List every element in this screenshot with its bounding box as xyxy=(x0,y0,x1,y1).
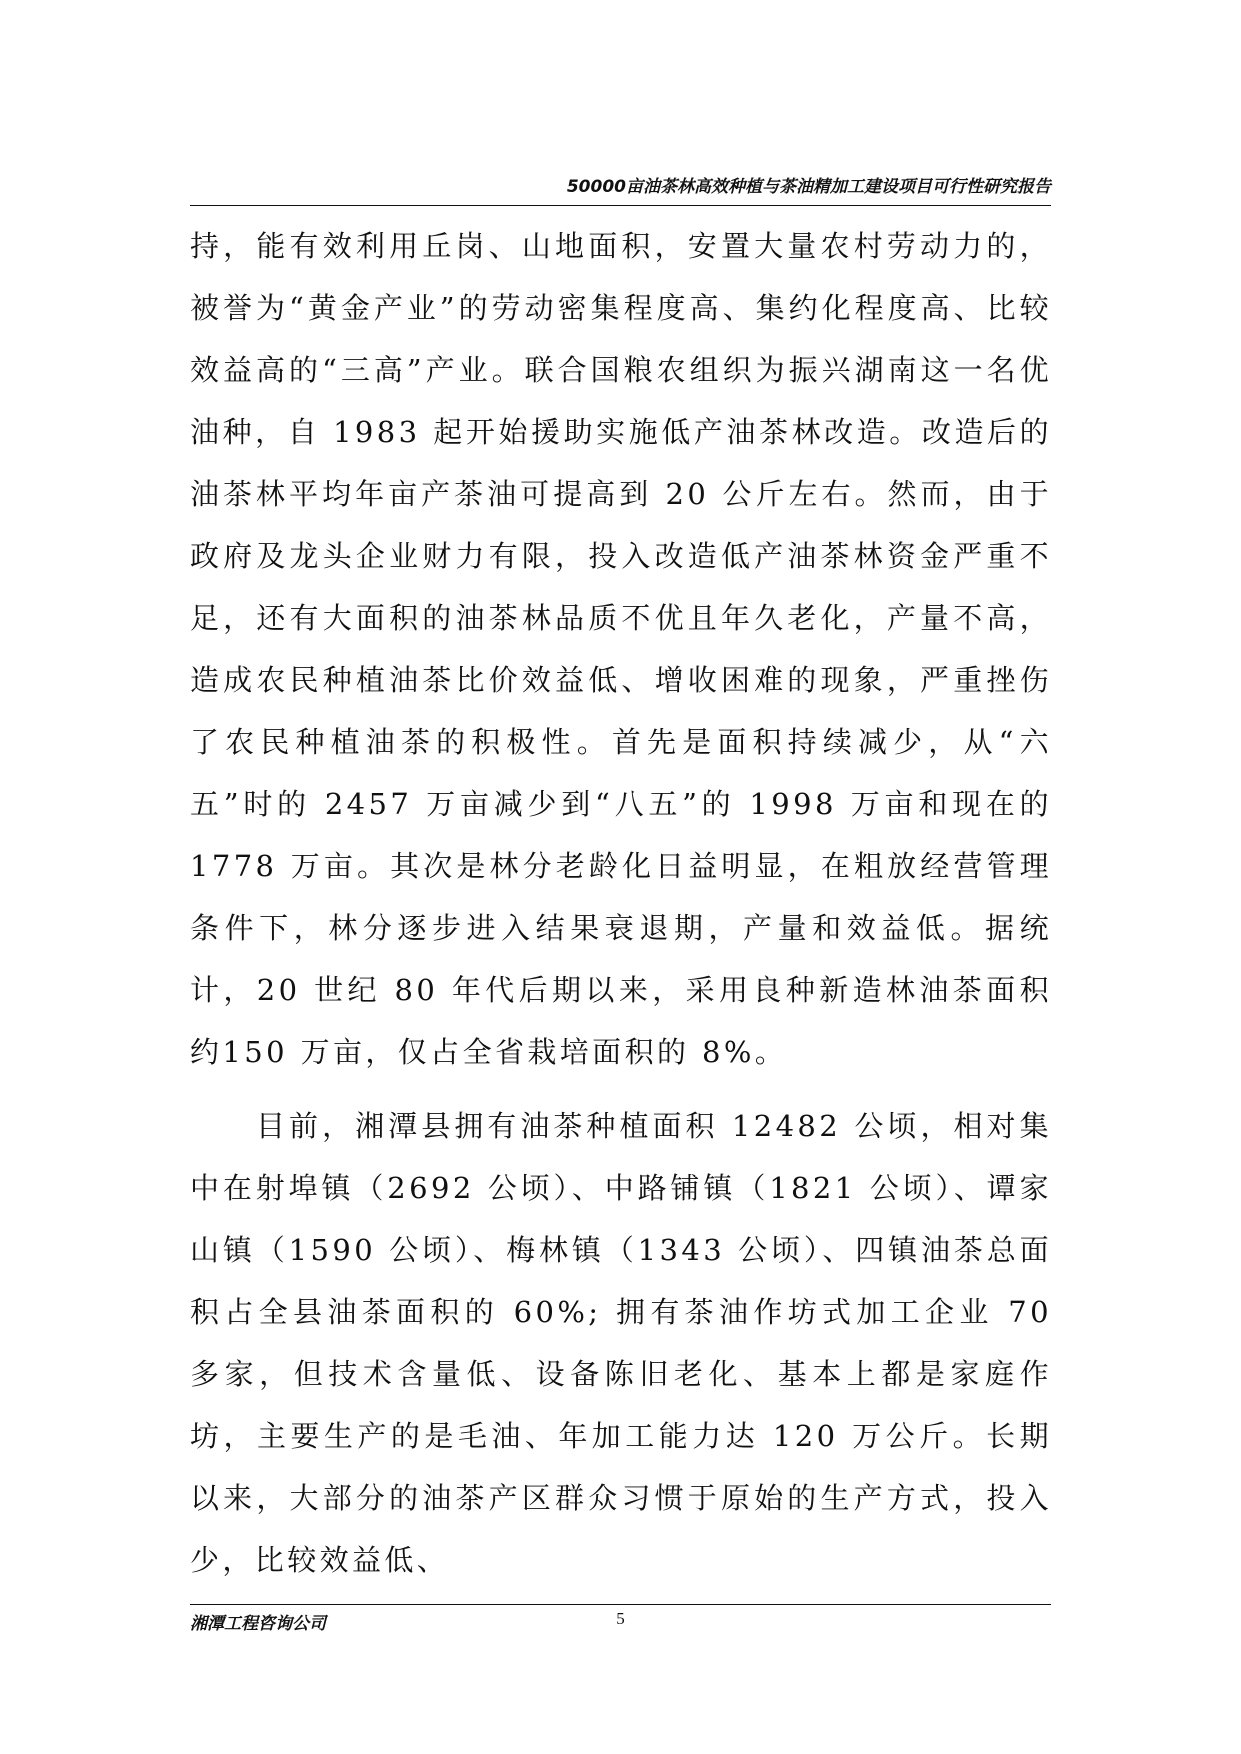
report-title: 50000亩油茶林高效种植与茶油精加工建设项目可行性研究报告 xyxy=(566,177,1051,197)
page-header xyxy=(190,175,1051,206)
page-footer xyxy=(190,1604,1051,1635)
company-name: 湘潭工程咨询公司 xyxy=(190,1614,326,1634)
paragraph-2: 目前，湘潭县拥有油茶种植面积 12482 公顷，相对集中在射埠镇（2692 公顷）、中路铺镇（1821 公顷）、谭家山镇（1590 公顷）、梅林镇（1343 公顷）、四镇油茶总面积占全县油茶面积的 60%; 拥有茶油作坊式加工企业 70 多家，但技术含量低、设备陈旧老化、基本上都是家庭作坊，主要生产的是毛油、年加工能力达 120 万公斤。长期以来，大部分的油茶产区群众习惯于原始的生产方式，投入少，比较效益低、 xyxy=(190,1109,1052,1577)
document-body xyxy=(190,215,1052,1591)
paragraph-1: 持，能有效利用丘岗、山地面积，安置大量农村劳动力的，被誉为“黄金产业”的劳动密集程度高、集约化程度高、比较效益高的“三高”产业。联合国粮农组织为振兴湖南这一名优油种，自 1983 起开始援助实施低产油茶林改造。改造后的油茶林平均年亩产茶油可提高到 20 公斤左右。然而，由于政府及龙头企业财力有限，投入改造低产油茶林资金严重不足，还有大面积的油茶林品质不优且年久老化，产量不高，造成农民种植油茶比价效益低、增收困难的现象，严重挫伤了农民种植油茶的积极性。首先是面积持续减少，从“六五”时的 2457 万亩减少到“八五”的 1998 万亩和现在的 1778 万亩。其次是林分老龄化日益明显，在粗放经营管理条件下，林分逐步进入结果衰退期，产量和效益低。据统计，20 世纪 80 年代后期以来，采用良种新造林油茶面积约150 万亩，仅占全省栽培面积的 8%。 xyxy=(190,229,1052,1069)
page-number: 5 xyxy=(616,1609,625,1628)
